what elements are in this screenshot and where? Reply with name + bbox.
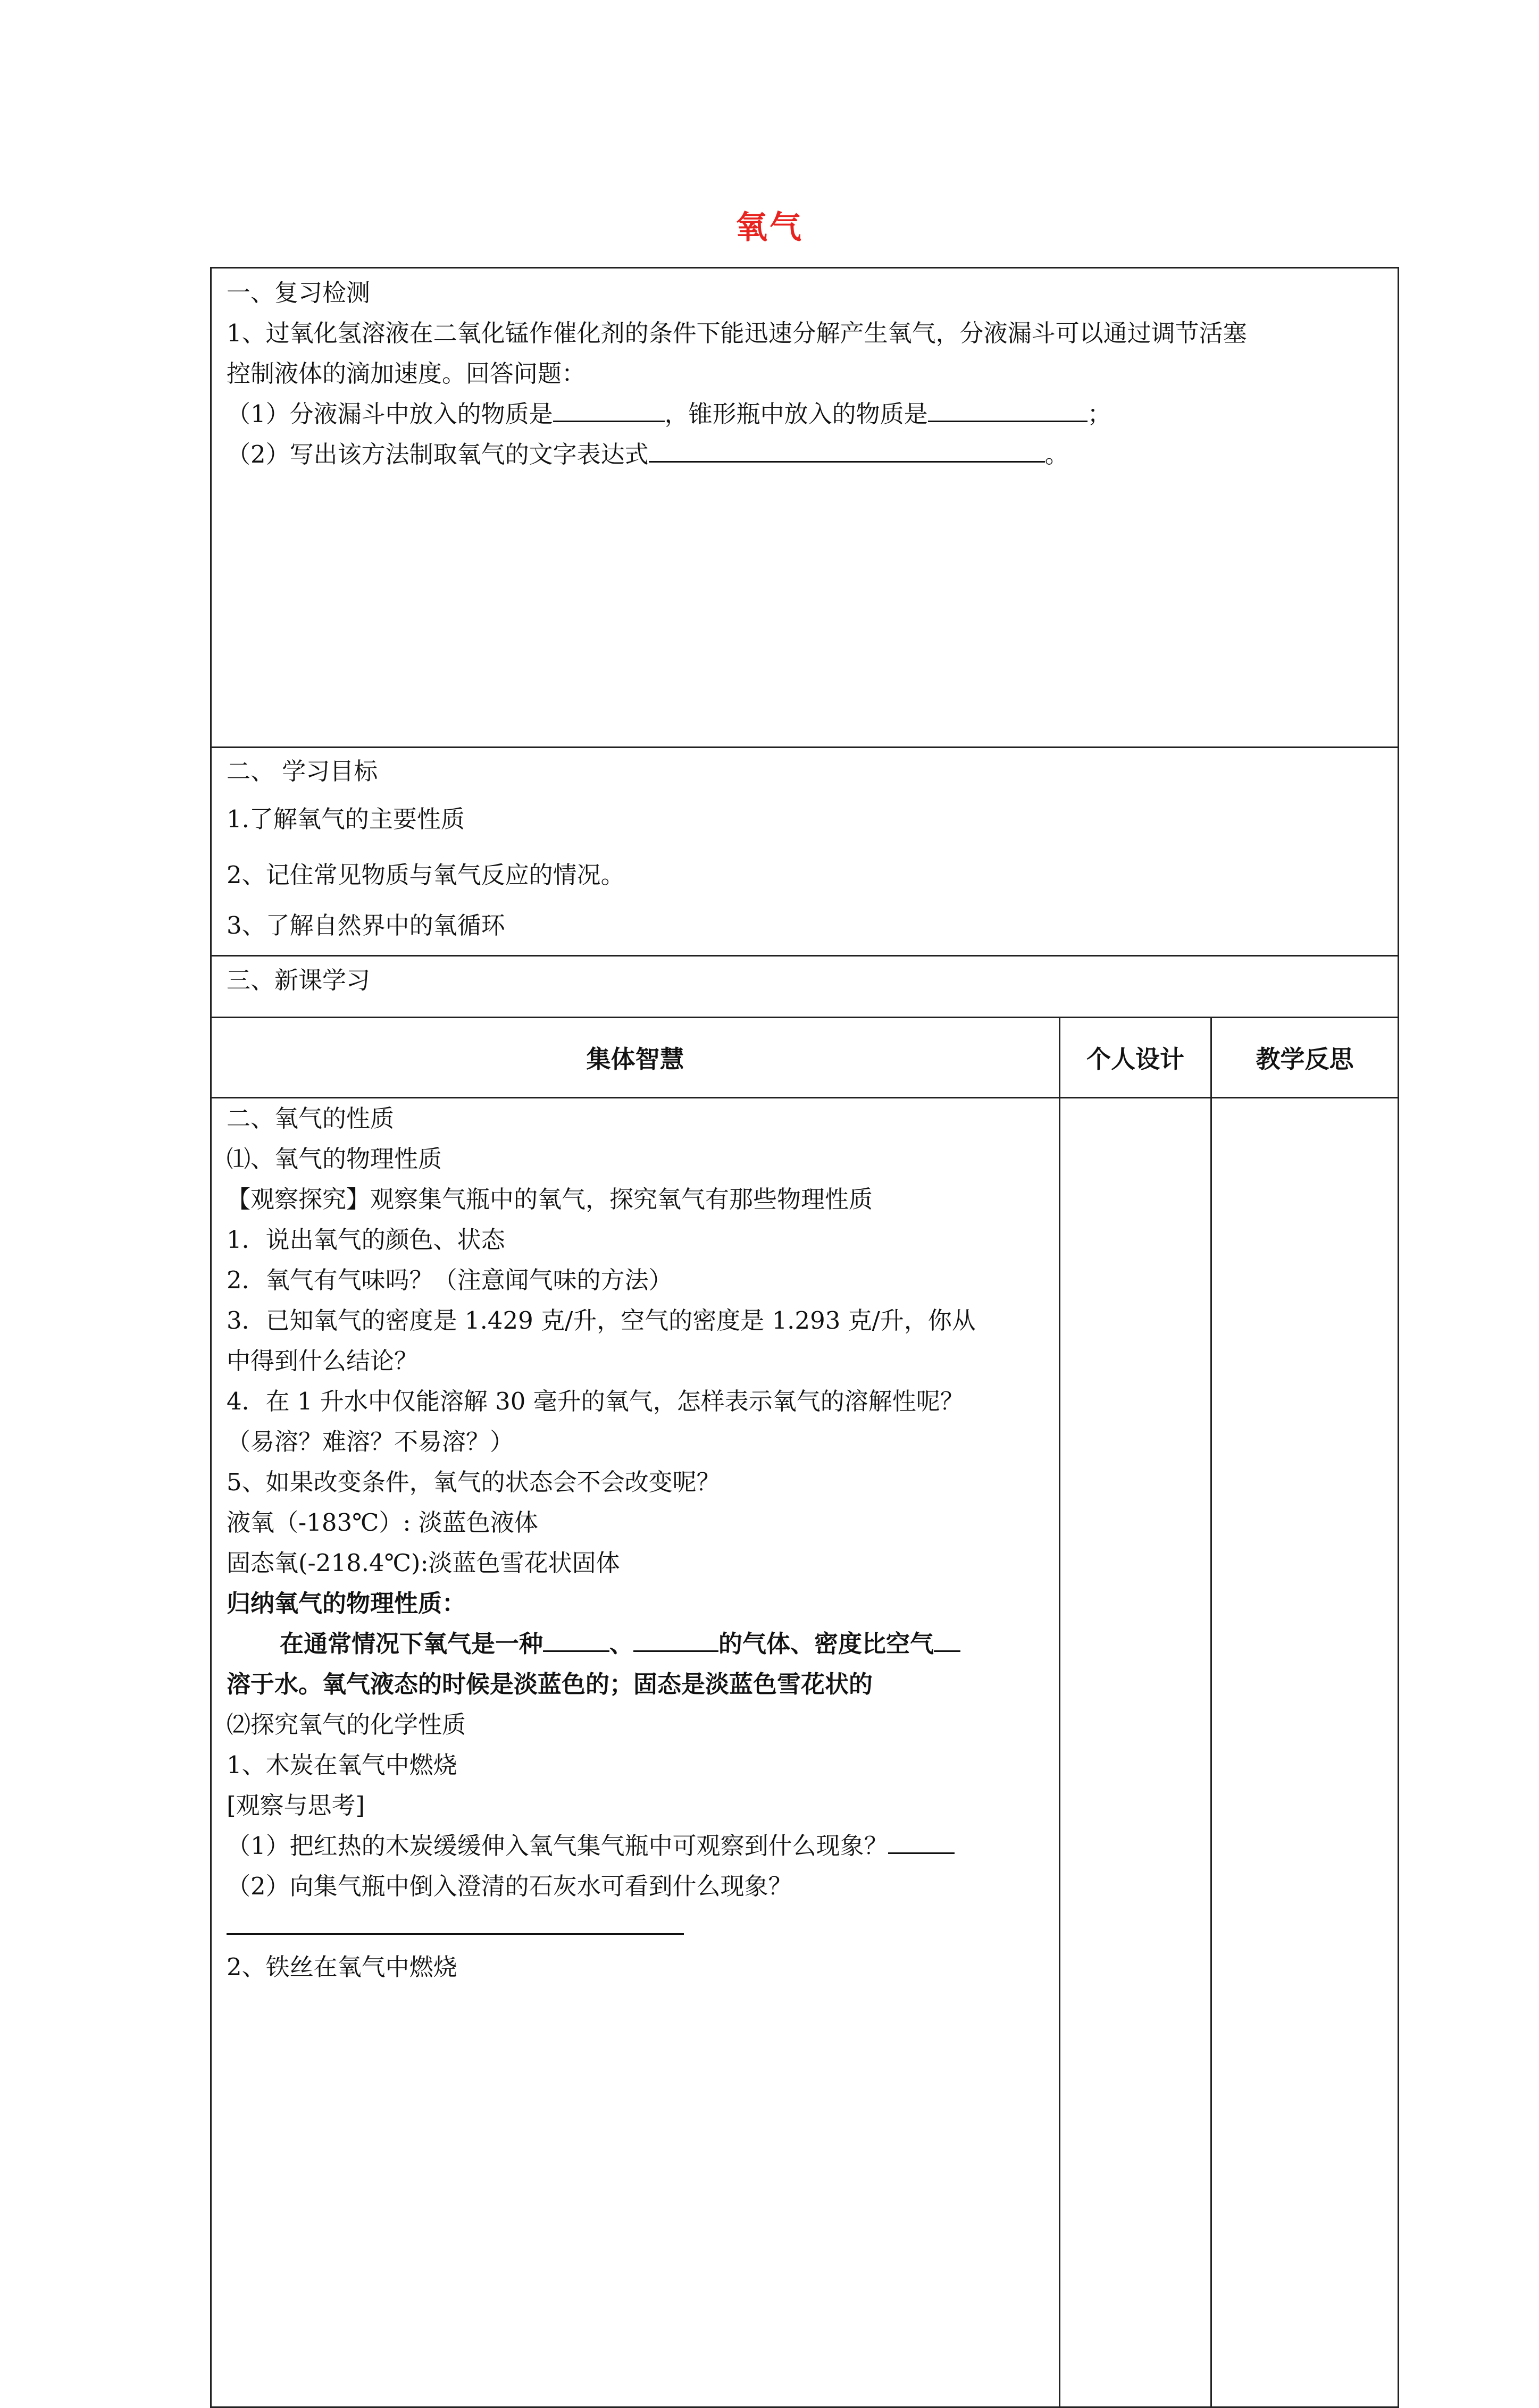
personal-design-cell — [1060, 1098, 1212, 2406]
goal-item: 1.了解氧气的主要性质 — [227, 805, 465, 833]
answer-blank — [649, 440, 1045, 463]
text-line: ⑵探究氧气的化学性质 — [227, 1710, 466, 1739]
text-line: 1、木炭在氧气中燃烧 — [227, 1751, 457, 1779]
text-line: 2．氧气有气味吗？（注意闻气味的方法） — [227, 1266, 673, 1294]
text-line: 中得到什么结论？ — [227, 1347, 419, 1375]
text-line: （2）向集气瓶中倒入澄清的石灰水可看到什么现象？ — [227, 1872, 792, 1900]
answer-blank — [888, 1831, 955, 1854]
text-line — [227, 1907, 1059, 1947]
content-row — [212, 1098, 1398, 2406]
summary-heading: 归纳氧气的物理性质： — [227, 1589, 466, 1617]
lesson-table — [210, 267, 1399, 2408]
review-sub2: （2）写出该方法制取氧气的文字表达式 。 — [227, 440, 1069, 468]
answer-blank — [553, 399, 665, 422]
column-header-collective: 集体智慧 — [212, 1018, 1060, 1097]
collective-content — [212, 1098, 1060, 2406]
answer-blank — [227, 1912, 684, 1935]
text-line: [观察与思考] — [227, 1791, 365, 1819]
text-line: 2、铁丝在氧气中燃烧 — [227, 1953, 457, 1981]
column-header-row — [212, 1018, 1398, 1098]
page-title: 氧气 — [735, 209, 804, 246]
text-line: 1．说出氧气的颜色、状态 — [227, 1226, 505, 1254]
answer-blank — [928, 399, 1088, 422]
column-header-personal: 个人设计 — [1060, 1018, 1212, 1097]
new-lesson-heading: 三、新课学习 — [227, 966, 371, 994]
text-line: 二、氧气的性质 — [227, 1104, 395, 1132]
answer-blank — [633, 1629, 718, 1652]
column-header-reflection: 教学反思 — [1256, 1045, 1354, 1073]
text-line: 液氧（-183℃）: 淡蓝色液体 — [227, 1508, 538, 1537]
summary-line: 溶于水。氧气液态的时候是淡蓝色的；固态是淡蓝色雪花状的 — [227, 1670, 873, 1698]
text-line: 3．已知氧气的密度是 1.429 克/升，空气的密度是 1.293 克/升，你从 — [227, 1306, 976, 1335]
review-q1-line2: 控制液体的滴加速度。回答问题： — [227, 359, 586, 388]
text-line: 4．在 1 升水中仅能溶解 30 毫升的氧气，怎样表示氧气的溶解性呢？ — [227, 1387, 964, 1415]
text-line: ⑴、氧气的物理性质 — [227, 1145, 442, 1173]
new-lesson-section — [212, 957, 1398, 1018]
review-section — [212, 269, 1398, 748]
answer-blank — [934, 1629, 960, 1652]
text-line: （易溶？难溶？不易溶？） — [227, 1428, 514, 1456]
goals-section — [212, 748, 1398, 957]
summary-line: 在通常情况下氧气是一种 、 的气体、密度比空气 — [227, 1624, 1059, 1664]
text-line: 【观察探究】观察集气瓶中的氧气，探究氧气有那些物理性质 — [227, 1185, 873, 1213]
text-line: 5、如果改变条件，氧气的状态会不会改变呢？ — [227, 1468, 721, 1496]
text-line: 固态氧(-218.4℃):淡蓝色雪花状固体 — [227, 1549, 620, 1577]
text-line: （1）把红热的木炭缓缓伸入氧气集气瓶中可观察到什么现象？ — [227, 1826, 1059, 1866]
goals-heading: 二、 学习目标 — [227, 757, 378, 785]
review-heading: 一、复习检测 — [227, 279, 371, 307]
review-sub1: （1）分液漏斗中放入的物质是 ，锥形瓶中放入的物质是 ； — [227, 400, 1111, 428]
teaching-reflection-cell — [1212, 1098, 1398, 2406]
goal-item: 2、记住常见物质与氧气反应的情况。 — [227, 861, 625, 889]
goal-item: 3、了解自然界中的氧循环 — [227, 911, 505, 939]
review-q1-line1: 1、过氧化氢溶液在二氧化锰作催化剂的条件下能迅速分解产生氧气，分液漏斗可以通过调节活塞 — [227, 319, 1247, 347]
answer-blank — [543, 1629, 609, 1652]
